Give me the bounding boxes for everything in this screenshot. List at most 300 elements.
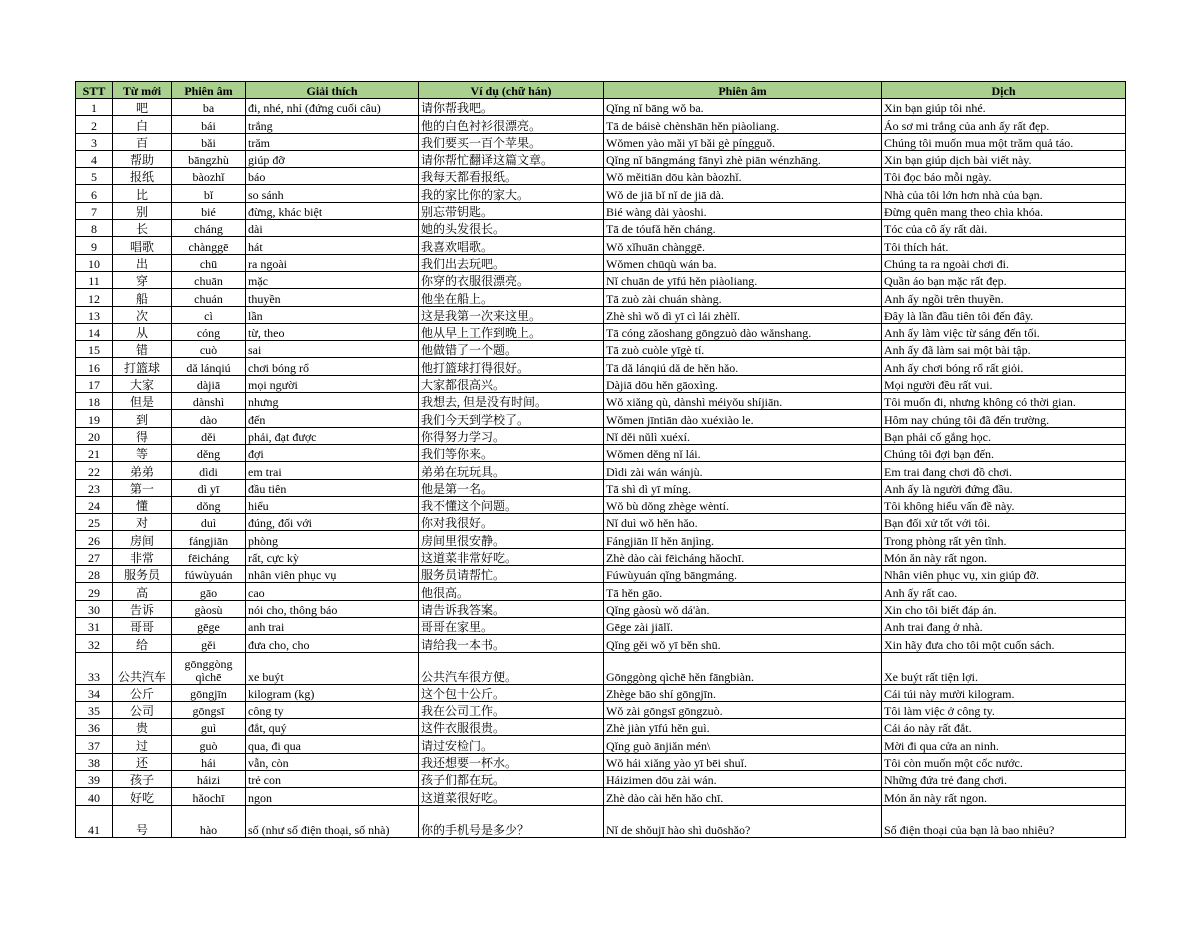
cell-explanation: đi, nhé, nhỉ (đứng cuối câu) [246,99,419,116]
table-row [76,358,1126,375]
cell-stt: 27 [76,548,113,565]
table-row [76,479,1126,496]
cell-translation: Tôi muốn đi, nhưng không có thời gian. [882,393,1126,410]
cell-stt: 9 [76,237,113,254]
cell-new-word: 百 [113,133,172,150]
cell-translation: Tóc của cô ấy rất dài. [882,220,1126,237]
cell-stt: 35 [76,701,113,718]
cell-example-hanzi: 别忘带钥匙。 [419,202,604,219]
table-row [76,341,1126,358]
cell-example-hanzi: 我的家比你的家大。 [419,185,604,202]
table-row [76,116,1126,133]
table-row [76,185,1126,202]
header-new-word: Từ mới [113,82,172,99]
cell-new-word: 比 [113,185,172,202]
cell-stt: 15 [76,341,113,358]
cell-stt: 28 [76,566,113,583]
cell-explanation: đừng, khác biệt [246,202,419,219]
cell-new-word: 长 [113,220,172,237]
cell-example-hanzi: 我们等你来。 [419,444,604,461]
cell-example-pinyin: Bié wàng dài yàoshi. [604,202,882,219]
cell-example-hanzi: 哥哥在家里。 [419,617,604,634]
cell-stt: 25 [76,514,113,531]
cell-translation: Tôi không hiểu vấn đề này. [882,496,1126,513]
cell-translation: Tôi còn muốn một cốc nước. [882,753,1126,770]
cell-example-hanzi: 请你帮我吧。 [419,99,604,116]
cell-explanation: trẻ con [246,770,419,787]
cell-example-pinyin: Tā cóng zǎoshang gōngzuò dào wǎnshang. [604,323,882,340]
cell-stt: 7 [76,202,113,219]
header-stt: STT [76,82,113,99]
cell-pinyin: bǐ [172,185,246,202]
cell-example-pinyin: Zhè jiàn yīfú hěn guì. [604,719,882,736]
table-row [76,462,1126,479]
cell-new-word: 公司 [113,701,172,718]
cell-stt: 41 [76,805,113,837]
table-row [76,237,1126,254]
cell-new-word: 船 [113,289,172,306]
cell-translation: Món ăn này rất ngon. [882,788,1126,805]
cell-new-word: 白 [113,116,172,133]
cell-new-word: 第一 [113,479,172,496]
cell-pinyin: guì [172,719,246,736]
cell-pinyin: dànshì [172,393,246,410]
table-row [76,99,1126,116]
cell-pinyin: hào [172,805,246,837]
table-row [76,770,1126,787]
table-row [76,271,1126,288]
table-row [76,531,1126,548]
cell-stt: 11 [76,271,113,288]
cell-translation: Chúng tôi đợi bạn đến. [882,444,1126,461]
cell-new-word: 弟弟 [113,462,172,479]
cell-explanation: trắng [246,116,419,133]
cell-new-word: 唱歌 [113,237,172,254]
cell-pinyin: gōngjīn [172,684,246,701]
cell-example-pinyin: Wǒ xiǎng qù, dànshì méiyǒu shíjiān. [604,393,882,410]
cell-new-word: 还 [113,753,172,770]
cell-explanation: giúp đỡ [246,150,419,167]
cell-new-word: 吧 [113,99,172,116]
cell-new-word: 得 [113,427,172,444]
cell-new-word: 孩子 [113,770,172,787]
cell-stt: 37 [76,736,113,753]
cell-stt: 5 [76,168,113,185]
cell-pinyin: dàjiā [172,375,246,392]
cell-translation: Hôm nay chúng tôi đã đến trường. [882,410,1126,427]
cell-new-word: 穿 [113,271,172,288]
cell-explanation: qua, đi qua [246,736,419,753]
cell-pinyin: dǒng [172,496,246,513]
cell-pinyin: děng [172,444,246,461]
cell-example-pinyin: Qǐng nǐ bāngmáng fānyì zhè piān wénzhāng. [604,150,882,167]
cell-explanation: xe buýt [246,652,419,684]
table-row [76,289,1126,306]
cell-example-hanzi: 大家都很高兴。 [419,375,604,392]
cell-explanation: ra ngoài [246,254,419,271]
cell-example-hanzi: 请过安检门。 [419,736,604,753]
cell-new-word: 好吃 [113,788,172,805]
table-row [76,444,1126,461]
cell-example-hanzi: 服务员请帮忙。 [419,566,604,583]
cell-example-hanzi: 她的头发很长。 [419,220,604,237]
cell-example-pinyin: Zhè dào cài fēicháng hǎochī. [604,548,882,565]
cell-example-hanzi: 房间里很安静。 [419,531,604,548]
cell-example-hanzi: 公共汽车很方便。 [419,652,604,684]
cell-pinyin: děi [172,427,246,444]
cell-example-pinyin: Nǐ duì wǒ hěn hǎo. [604,514,882,531]
cell-example-pinyin: Wǒmen yào mǎi yī bǎi gè píngguǒ. [604,133,882,150]
cell-explanation: dài [246,220,419,237]
table-row [76,496,1126,513]
vocabulary-table [75,81,1126,838]
cell-translation: Bạn phải cố gắng học. [882,427,1126,444]
cell-explanation: phải, đạt được [246,427,419,444]
cell-example-pinyin: Tā de tóufǎ hěn cháng. [604,220,882,237]
cell-stt: 26 [76,531,113,548]
table-row [76,566,1126,583]
cell-stt: 29 [76,583,113,600]
cell-example-pinyin: Wǒ měitiān dōu kàn bàozhǐ. [604,168,882,185]
cell-translation: Đừng quên mang theo chìa khóa. [882,202,1126,219]
cell-new-word: 从 [113,323,172,340]
cell-new-word: 出 [113,254,172,271]
cell-stt: 33 [76,652,113,684]
cell-explanation: trăm [246,133,419,150]
cell-explanation: nói cho, thông báo [246,600,419,617]
cell-example-hanzi: 我每天都看报纸。 [419,168,604,185]
cell-translation: Đây là lần đầu tiên tôi đến đây. [882,306,1126,323]
cell-stt: 24 [76,496,113,513]
cell-translation: Món ăn này rất ngon. [882,548,1126,565]
cell-example-pinyin: Zhège bāo shí gōngjīn. [604,684,882,701]
table-body [76,99,1126,838]
cell-translation: Quần áo bạn mặc rất đẹp. [882,271,1126,288]
cell-translation: Anh ấy là người đứng đầu. [882,479,1126,496]
cell-pinyin: cì [172,306,246,323]
cell-new-word: 报纸 [113,168,172,185]
cell-new-word: 但是 [113,393,172,410]
cell-example-pinyin: Háizimen dōu zài wán. [604,770,882,787]
cell-translation: Chúng tôi muốn mua một trăm quả táo. [882,133,1126,150]
cell-example-pinyin: Qǐng gàosù wǒ dá'àn. [604,600,882,617]
cell-translation: Bạn đối xử tốt với tôi. [882,514,1126,531]
cell-example-pinyin: Wǒmen chūqù wán ba. [604,254,882,271]
cell-new-word: 贵 [113,719,172,736]
cell-translation: Nhà của tôi lớn hơn nhà của bạn. [882,185,1126,202]
cell-translation: Tôi thích hát. [882,237,1126,254]
cell-pinyin: dào [172,410,246,427]
cell-new-word: 号 [113,805,172,837]
cell-translation: Tôi làm việc ở công ty. [882,701,1126,718]
cell-translation: Xe buýt rất tiện lợi. [882,652,1126,684]
cell-example-hanzi: 请给我一本书。 [419,635,604,652]
table-row [76,617,1126,634]
cell-example-hanzi: 孩子们都在玩。 [419,770,604,787]
cell-new-word: 过 [113,736,172,753]
cell-pinyin: cóng [172,323,246,340]
cell-example-hanzi: 这道菜很好吃。 [419,788,604,805]
cell-explanation: đưa cho, cho [246,635,419,652]
cell-example-pinyin: Gēge zài jiālǐ. [604,617,882,634]
cell-pinyin: bàozhǐ [172,168,246,185]
cell-stt: 23 [76,479,113,496]
cell-explanation: số (như số điện thoại, số nhà) [246,805,419,837]
cell-example-pinyin: Gōnggòng qìchē hěn fāngbiàn. [604,652,882,684]
cell-new-word: 打篮球 [113,358,172,375]
cell-translation: Số điện thoại của bạn là bao nhiêu? [882,805,1126,837]
cell-translation: Em trai đang chơi đồ chơi. [882,462,1126,479]
table-row [76,375,1126,392]
cell-example-hanzi: 你对我很好。 [419,514,604,531]
cell-pinyin: hái [172,753,246,770]
cell-example-hanzi: 他很高。 [419,583,604,600]
cell-stt: 10 [76,254,113,271]
cell-translation: Mọi người đều rất vui. [882,375,1126,392]
cell-example-pinyin: Tā zuò cuòle yīgè tí. [604,341,882,358]
table-row [76,323,1126,340]
table-row [76,168,1126,185]
cell-explanation: chơi bóng rổ [246,358,419,375]
cell-pinyin: bāngzhù [172,150,246,167]
cell-new-word: 哥哥 [113,617,172,634]
cell-translation: Trong phòng rất yên tĩnh. [882,531,1126,548]
cell-example-pinyin: Zhè shì wǒ dì yī cì lái zhèlǐ. [604,306,882,323]
cell-new-word: 服务员 [113,566,172,583]
cell-pinyin: fúwùyuán [172,566,246,583]
header-example-pinyin: Phiên âm [604,82,882,99]
cell-example-pinyin: Tā hěn gāo. [604,583,882,600]
cell-example-pinyin: Dàjiā dōu hěn gāoxìng. [604,375,882,392]
cell-explanation: hát [246,237,419,254]
cell-example-pinyin: Qǐng guò ānjiǎn mén\ [604,736,882,753]
cell-explanation: so sánh [246,185,419,202]
cell-stt: 31 [76,617,113,634]
cell-pinyin: dì yī [172,479,246,496]
cell-pinyin: dǎ lánqiú [172,358,246,375]
cell-new-word: 对 [113,514,172,531]
table-row [76,719,1126,736]
cell-stt: 1 [76,99,113,116]
cell-new-word: 等 [113,444,172,461]
cell-stt: 40 [76,788,113,805]
cell-example-hanzi: 我在公司工作。 [419,701,604,718]
cell-example-pinyin: Nǐ chuān de yīfú hěn piàoliang. [604,271,882,288]
cell-example-hanzi: 我们要买一百个苹果。 [419,133,604,150]
cell-pinyin: gēge [172,617,246,634]
cell-stt: 19 [76,410,113,427]
header-explanation: Giải thích [246,82,419,99]
cell-translation: Xin cho tôi biết đáp án. [882,600,1126,617]
table-row [76,427,1126,444]
cell-example-hanzi: 这是我第一次来这里。 [419,306,604,323]
cell-explanation: đợi [246,444,419,461]
cell-stt: 4 [76,150,113,167]
cell-explanation: đắt, quý [246,719,419,736]
cell-new-word: 错 [113,341,172,358]
cell-example-pinyin: Qǐng nǐ bāng wǒ ba. [604,99,882,116]
table-row [76,753,1126,770]
table-row [76,583,1126,600]
cell-example-pinyin: Wǒmen děng nǐ lái. [604,444,882,461]
cell-translation: Tôi đọc báo mỗi ngày. [882,168,1126,185]
table-row [76,133,1126,150]
table-row [76,652,1126,684]
cell-example-hanzi: 这道菜非常好吃。 [419,548,604,565]
cell-example-pinyin: Wǒ de jiā bǐ nǐ de jiā dà. [604,185,882,202]
cell-explanation: vẫn, còn [246,753,419,770]
cell-example-hanzi: 这件衣服很贵。 [419,719,604,736]
cell-pinyin: gàosù [172,600,246,617]
cell-translation: Cái áo này rất đắt. [882,719,1126,736]
cell-example-pinyin: Wǒmen jīntiān dào xuéxiào le. [604,410,882,427]
cell-example-hanzi: 他坐在船上。 [419,289,604,306]
cell-explanation: rất, cực kỳ [246,548,419,565]
cell-explanation: từ, theo [246,323,419,340]
cell-stt: 17 [76,375,113,392]
cell-pinyin: bái [172,116,246,133]
cell-pinyin: fēicháng [172,548,246,565]
cell-stt: 38 [76,753,113,770]
cell-pinyin: háizi [172,770,246,787]
cell-pinyin: ba [172,99,246,116]
table-row [76,220,1126,237]
cell-explanation: anh trai [246,617,419,634]
cell-example-hanzi: 他的白色衬衫很漂亮。 [419,116,604,133]
cell-example-hanzi: 请告诉我答案。 [419,600,604,617]
cell-explanation: ngon [246,788,419,805]
cell-pinyin: gōnggòng qìchē [172,652,246,684]
cell-pinyin: bié [172,202,246,219]
cell-translation: Nhân viên phục vụ, xin giúp đỡ. [882,566,1126,583]
cell-example-pinyin: Wǒ bù dǒng zhège wèntí. [604,496,882,513]
cell-explanation: mọi người [246,375,419,392]
cell-explanation: thuyền [246,289,419,306]
cell-stt: 13 [76,306,113,323]
table-row [76,805,1126,837]
header-pinyin: Phiên âm [172,82,246,99]
cell-new-word: 大家 [113,375,172,392]
cell-explanation: mặc [246,271,419,288]
cell-stt: 22 [76,462,113,479]
cell-pinyin: chànggē [172,237,246,254]
cell-pinyin: dìdi [172,462,246,479]
cell-pinyin: fángjiān [172,531,246,548]
cell-pinyin: duì [172,514,246,531]
cell-example-pinyin: Wǒ hái xiǎng yào yī bēi shuǐ. [604,753,882,770]
cell-stt: 2 [76,116,113,133]
cell-example-hanzi: 弟弟在玩玩具。 [419,462,604,479]
cell-new-word: 到 [113,410,172,427]
cell-stt: 6 [76,185,113,202]
cell-explanation: hiểu [246,496,419,513]
cell-pinyin: bǎi [172,133,246,150]
cell-example-pinyin: Zhè dào cài hěn hǎo chī. [604,788,882,805]
cell-translation: Anh ấy ngồi trên thuyền. [882,289,1126,306]
cell-new-word: 给 [113,635,172,652]
cell-explanation: em trai [246,462,419,479]
cell-example-pinyin: Wǒ zài gōngsī gōngzuò. [604,701,882,718]
cell-pinyin: chuán [172,289,246,306]
cell-stt: 3 [76,133,113,150]
cell-explanation: đầu tiên [246,479,419,496]
cell-explanation: công ty [246,701,419,718]
header-translation: Dịch [882,82,1126,99]
cell-new-word: 公共汽车 [113,652,172,684]
cell-stt: 14 [76,323,113,340]
cell-explanation: kilogram (kg) [246,684,419,701]
cell-stt: 12 [76,289,113,306]
cell-stt: 8 [76,220,113,237]
cell-translation: Anh ấy làm việc từ sáng đến tối. [882,323,1126,340]
cell-explanation: nhưng [246,393,419,410]
table-row [76,393,1126,410]
cell-pinyin: cháng [172,220,246,237]
cell-example-hanzi: 我还想要一杯水。 [419,753,604,770]
cell-stt: 30 [76,600,113,617]
cell-translation: Mời đi qua cửa an ninh. [882,736,1126,753]
table-row [76,701,1126,718]
cell-example-pinyin: Fúwùyuán qǐng bāngmáng. [604,566,882,583]
cell-translation: Những đứa trẻ đang chơi. [882,770,1126,787]
table-row [76,635,1126,652]
cell-pinyin: gěi [172,635,246,652]
table-row [76,306,1126,323]
table-row [76,410,1126,427]
cell-translation: Anh ấy rất cao. [882,583,1126,600]
cell-example-hanzi: 我想去, 但是没有时间。 [419,393,604,410]
cell-new-word: 高 [113,583,172,600]
cell-new-word: 非常 [113,548,172,565]
cell-example-pinyin: Wǒ xǐhuān chànggē. [604,237,882,254]
cell-stt: 21 [76,444,113,461]
cell-example-pinyin: Nǐ děi nǔlì xuéxí. [604,427,882,444]
cell-translation: Cái túi này mười kilogram. [882,684,1126,701]
cell-explanation: phòng [246,531,419,548]
cell-example-pinyin: Dìdi zài wán wánjù. [604,462,882,479]
cell-explanation: báo [246,168,419,185]
cell-example-hanzi: 他是第一名。 [419,479,604,496]
cell-stt: 32 [76,635,113,652]
cell-pinyin: cuò [172,341,246,358]
cell-example-hanzi: 这个包十公斤。 [419,684,604,701]
header-example-hanzi: Ví dụ (chữ hán) [419,82,604,99]
cell-example-hanzi: 我们出去玩吧。 [419,254,604,271]
cell-example-hanzi: 他做错了一个题。 [419,341,604,358]
cell-example-pinyin: Tā dǎ lánqiú dǎ de hěn hǎo. [604,358,882,375]
table-row [76,202,1126,219]
cell-example-hanzi: 我喜欢唱歌。 [419,237,604,254]
cell-pinyin: gōngsī [172,701,246,718]
cell-example-pinyin: Tā zuò zài chuán shàng. [604,289,882,306]
cell-example-pinyin: Tā shì dì yī míng. [604,479,882,496]
cell-stt: 34 [76,684,113,701]
cell-example-hanzi: 他打篮球打得很好。 [419,358,604,375]
cell-explanation: lần [246,306,419,323]
cell-example-hanzi: 请你帮忙翻译这篇文章。 [419,150,604,167]
table-row [76,548,1126,565]
cell-translation: Áo sơ mi trắng của anh ấy rất đẹp. [882,116,1126,133]
cell-stt: 36 [76,719,113,736]
cell-stt: 20 [76,427,113,444]
cell-pinyin: hǎochī [172,788,246,805]
cell-translation: Xin bạn giúp tôi nhé. [882,99,1126,116]
cell-example-hanzi: 你的手机号是多少？ [419,805,604,837]
table-header [76,82,1126,99]
cell-example-hanzi: 我们今天到学校了。 [419,410,604,427]
cell-translation: Xin hãy đưa cho tôi một cuốn sách. [882,635,1126,652]
cell-explanation: cao [246,583,419,600]
